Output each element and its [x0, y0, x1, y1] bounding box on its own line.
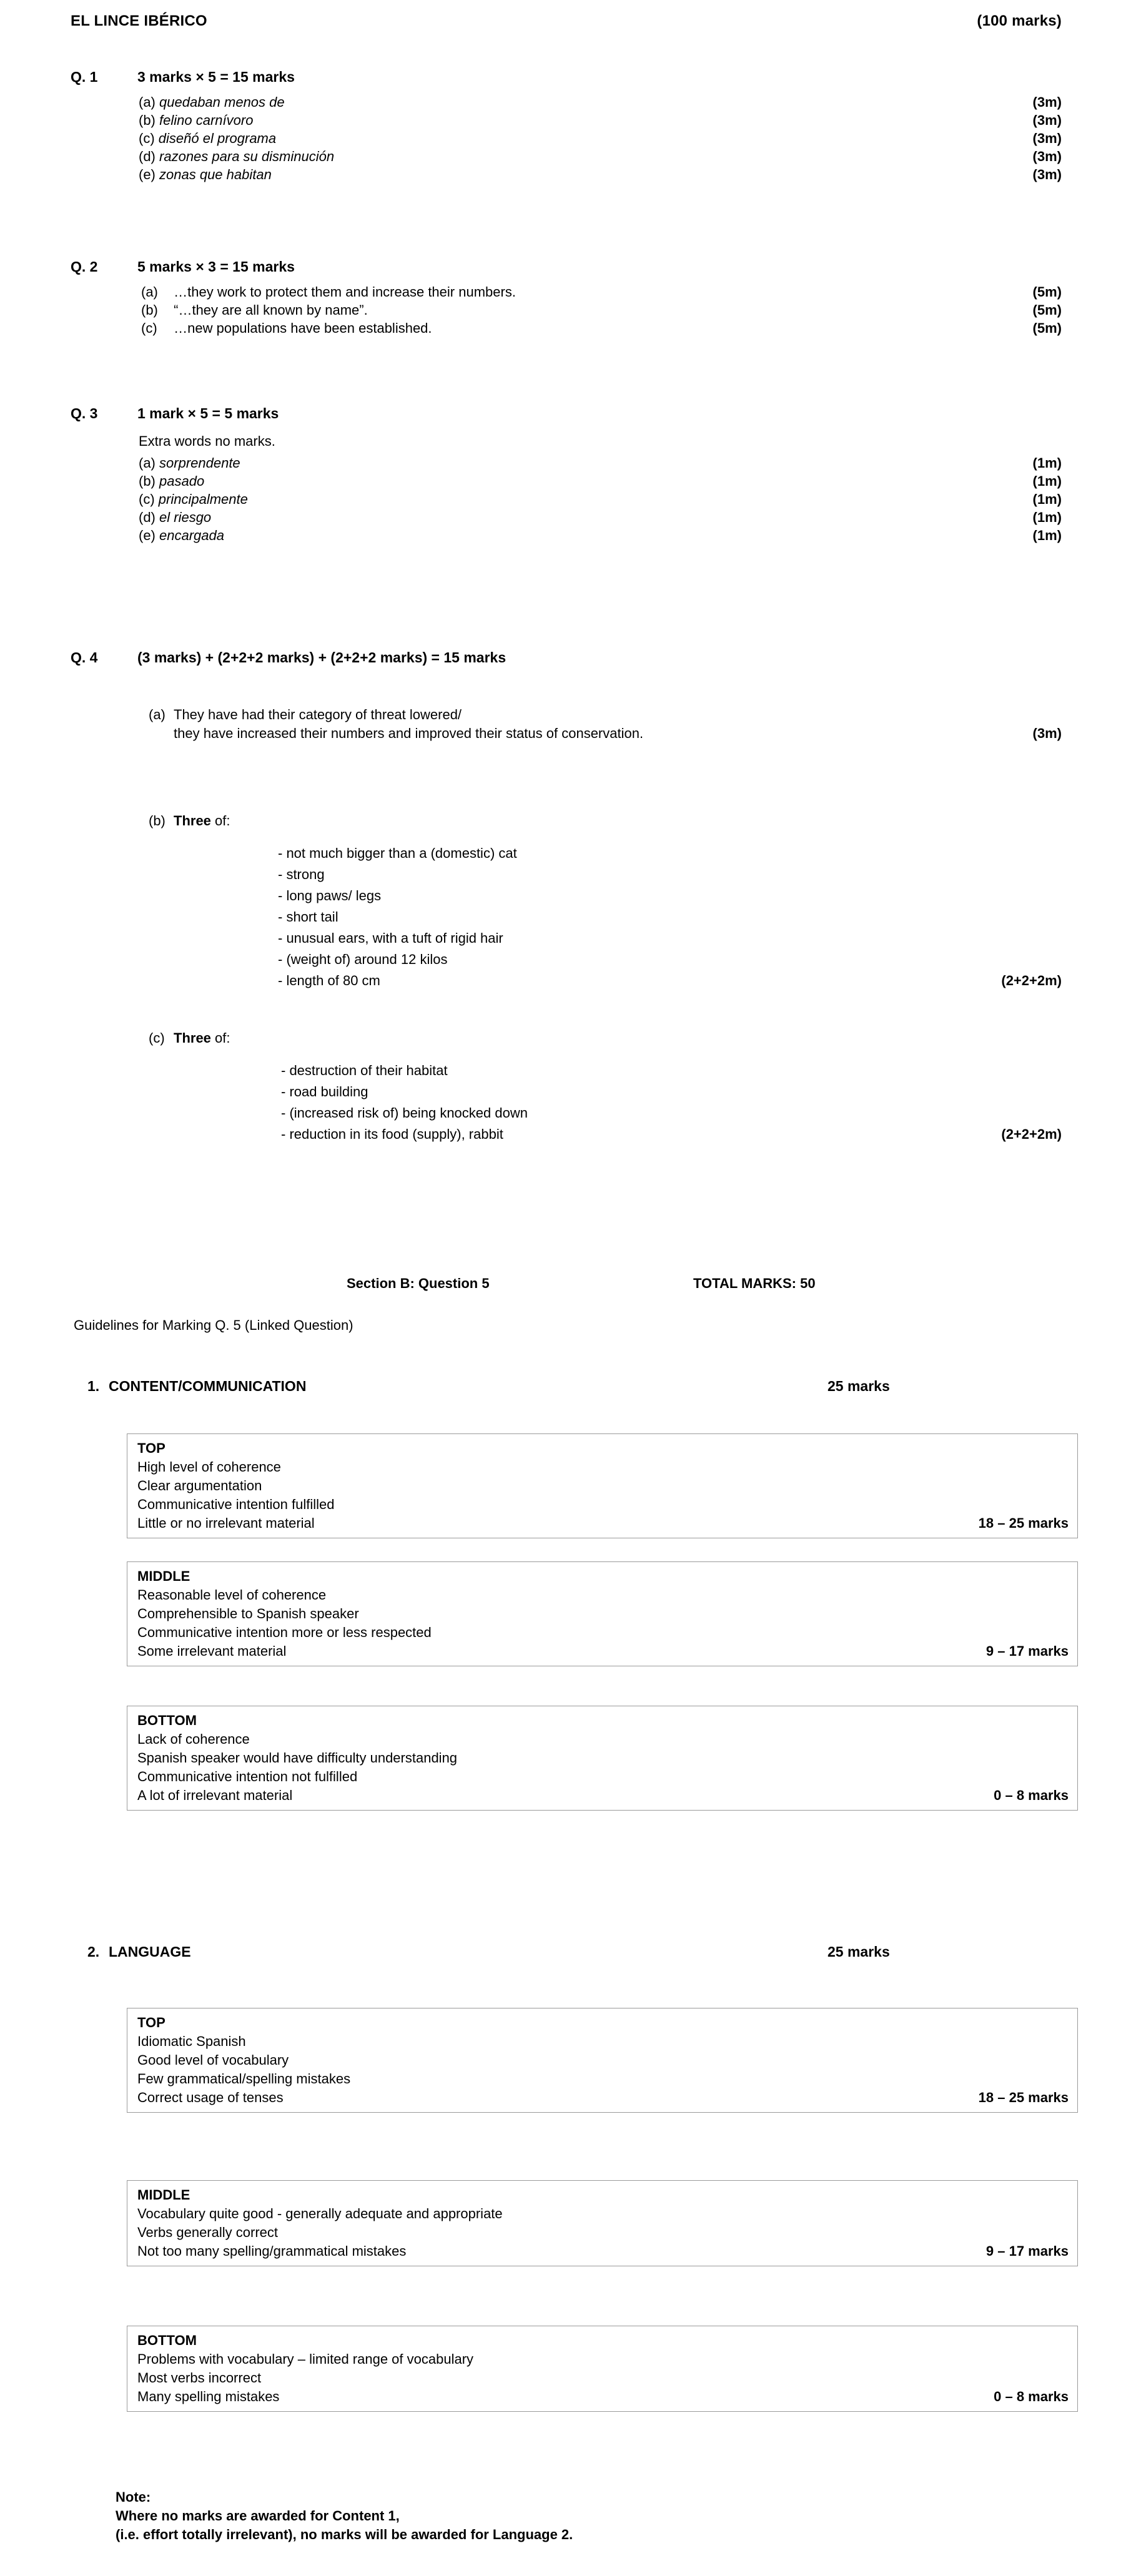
band-line: Communicative intention more or less respected [137, 1625, 432, 1640]
band-title: TOP [137, 2015, 165, 2030]
q4-part-b [0, 812, 1136, 991]
band-line: Few grammatical/spelling mistakes [137, 2071, 351, 2087]
band-line: Lack of coherence [137, 1731, 250, 1747]
q4-part-c [0, 1029, 1136, 1145]
band-line [137, 1642, 1069, 1661]
band-line [137, 2088, 1069, 2107]
item-text: …new populations have been established. [174, 320, 432, 336]
grade-band-box [127, 1561, 1078, 1666]
item-text: diseñó el programa [158, 130, 277, 146]
band-line [137, 1514, 1069, 1533]
criterion-number: 2. [87, 1944, 100, 1960]
item-tag: (b) [139, 473, 156, 489]
band-line [137, 2242, 1069, 2261]
bullet-text: - reduction in its food (supply), rabbit [281, 1126, 503, 1142]
note-heading: Note: [116, 2489, 151, 2505]
question-block-q1 [0, 69, 1136, 184]
item-text: pasado [159, 473, 205, 489]
item-tag: (c) [141, 320, 157, 336]
question-heading-q1 [0, 69, 1136, 86]
criterion-label: CONTENT/COMMUNICATION [109, 1378, 307, 1394]
lead-rest: of: [210, 1030, 230, 1046]
grade-band-box [127, 2180, 1078, 2266]
band-line: Verbs generally correct [137, 2225, 278, 2240]
bullet-item: - long paws/ legs [278, 888, 382, 903]
item-tag: (a) [149, 707, 165, 722]
answer-item [0, 147, 1136, 165]
lead-rest: of: [210, 813, 230, 828]
item-marks: (1m) [1032, 491, 1062, 507]
question-label: Q. 1 [71, 69, 98, 85]
grade-band-box [127, 1433, 1078, 1538]
band-line [137, 2387, 1069, 2406]
grade-band-box [127, 2326, 1078, 2412]
band-range: 18 – 25 marks [978, 1515, 1069, 1531]
band-line [137, 1786, 1069, 1805]
item-text: they have increased their numbers and improved their status of conservation. [174, 725, 644, 741]
bullet-item [0, 1124, 1136, 1145]
item-marks: (1m) [1032, 473, 1062, 489]
item-text: “…they are all known by name”. [174, 302, 368, 318]
question-title: 3 marks × 5 = 15 marks [137, 69, 295, 85]
item-tag: (b) [139, 112, 156, 128]
item-marks: (3m) [1032, 725, 1062, 741]
grade-band-box [127, 1706, 1078, 1811]
lead-bold: Three [174, 813, 211, 828]
bullet-item: - (increased risk of) being knocked down [281, 1105, 528, 1121]
question-block-q4 [0, 649, 1136, 666]
band-line: Idiomatic Spanish [137, 2033, 246, 2049]
item-text: razones para su disminución [159, 149, 335, 164]
question-label: Q. 2 [71, 258, 98, 275]
band-title: BOTTOM [137, 2333, 197, 2348]
answer-item [0, 526, 1136, 544]
bullet-text: - length of 80 cm [278, 973, 380, 988]
band-range: 18 – 25 marks [978, 2090, 1069, 2105]
answer-item [0, 454, 1136, 472]
section-b-title: Section B: Question 5 [347, 1276, 490, 1291]
item-tag: (c) [139, 491, 155, 507]
band-line: Most verbs incorrect [137, 2370, 262, 2386]
bullet-item: - destruction of their habitat [281, 1063, 448, 1078]
item-marks: (1m) [1032, 509, 1062, 525]
item-text: zonas que habitan [159, 167, 272, 182]
item-tag: (a) [139, 455, 156, 471]
item-text: …they work to protect them and increase their numbers. [174, 284, 516, 300]
band-range: 0 – 8 marks [994, 2389, 1069, 2404]
item-text: quedaban menos de [159, 94, 285, 110]
bullet-item: - unusual ears, with a tuft of rigid hair [278, 930, 503, 946]
question-title: 5 marks × 3 = 15 marks [137, 258, 295, 275]
band-line: Problems with vocabulary – limited range of vocabulary [137, 2351, 474, 2367]
item-tag: (b) [141, 302, 158, 318]
item-text: felino carnívoro [159, 112, 254, 128]
answer-item [0, 472, 1136, 490]
item-tag: (d) [139, 149, 156, 164]
item-marks: (3m) [1032, 112, 1062, 128]
criterion-heading-language [87, 1944, 1062, 1960]
item-tag: (a) [139, 94, 156, 110]
band-range: 9 – 17 marks [985, 1643, 1069, 1659]
q4c-lead [0, 1029, 1136, 1048]
item-tag: (a) [141, 284, 158, 300]
bullet-item: - strong [278, 867, 325, 882]
bullet-item [0, 970, 1136, 991]
answer-item [0, 129, 1136, 147]
q4b-lead [0, 812, 1136, 830]
item-marks: (3m) [1032, 94, 1062, 110]
band-title: TOP [137, 1440, 165, 1456]
document-header [71, 12, 1062, 30]
band-title: MIDDLE [137, 1568, 190, 1584]
answer-item [0, 165, 1136, 184]
band-line-text: Not too many spelling/grammatical mistakes [137, 2243, 407, 2259]
band-line-text: Little or no irrelevant material [137, 1515, 315, 1531]
note-line-1: Where no marks are awarded for Content 1, [116, 2508, 400, 2524]
page-title: EL LINCE IBÉRICO [71, 12, 207, 29]
band-line: Reasonable level of coherence [137, 1587, 327, 1603]
total-marks: (100 marks) [977, 12, 1062, 29]
item-marks: (1m) [1032, 528, 1062, 543]
band-line-text: Some irrelevant material [137, 1643, 287, 1659]
question-heading-q3 [0, 405, 1136, 422]
question-block-q3 [0, 405, 1136, 544]
item-marks: (5m) [1032, 284, 1062, 300]
bullet-item: - not much bigger than a (domestic) cat [278, 845, 517, 861]
band-line: Spanish speaker would have difficulty understanding [137, 1750, 458, 1766]
question-title: (3 marks) + (2+2+2 marks) + (2+2+2 marks) = 15 marks [137, 649, 506, 666]
band-line: Clear argumentation [137, 1478, 262, 1493]
item-marks: (2+2+2m) [1001, 973, 1062, 988]
bullet-item: - (weight of) around 12 kilos [278, 951, 448, 967]
section-b-total-marks: TOTAL MARKS: 50 [693, 1276, 816, 1291]
band-line-text: Correct usage of tenses [137, 2090, 284, 2105]
note-line-2: (i.e. effort totally irrelevant), no marks will be awarded for Language 2. [116, 2527, 573, 2542]
item-text: They have had their category of threat lowered/ [174, 707, 462, 722]
question-note: Extra words no marks. [139, 433, 275, 449]
q4-part-a [0, 705, 1136, 743]
question-label: Q. 4 [71, 649, 98, 666]
criterion-marks: 25 marks [827, 1378, 890, 1394]
item-tag: (d) [139, 509, 156, 525]
band-line: Vocabulary quite good - generally adequate and appropriate [137, 2206, 503, 2221]
answer-item [0, 111, 1136, 129]
question-heading-q2 [0, 258, 1136, 275]
band-range: 9 – 17 marks [985, 2243, 1069, 2259]
criterion-label: LANGUAGE [109, 1944, 191, 1960]
item-marks: (3m) [1032, 149, 1062, 164]
question-heading-q4 [0, 649, 1136, 666]
band-title: MIDDLE [137, 2187, 190, 2203]
q4a-line-2 [0, 724, 1136, 743]
question-block-q2 [0, 258, 1136, 337]
guidelines-text: Guidelines for Marking Q. 5 (Linked Question) [74, 1317, 353, 1333]
item-tag: (e) [139, 167, 156, 182]
q4a-line-1 [0, 705, 1136, 724]
item-marks: (5m) [1032, 302, 1062, 318]
criterion-marks: 25 marks [827, 1944, 890, 1960]
answer-item [0, 319, 1136, 337]
item-text: principalmente [158, 491, 248, 507]
item-text: encargada [159, 528, 224, 543]
band-line-text: Many spelling mistakes [137, 2389, 280, 2404]
band-range: 0 – 8 marks [994, 1787, 1069, 1803]
band-line: Communicative intention not fulfilled [137, 1769, 358, 1784]
criterion-number: 1. [87, 1378, 100, 1394]
band-line: Comprehensible to Spanish speaker [137, 1606, 359, 1621]
grade-band-box [127, 2008, 1078, 2113]
answer-item [0, 508, 1136, 526]
item-tag: (c) [149, 1030, 165, 1046]
band-line: High level of coherence [137, 1459, 281, 1475]
band-line: Communicative intention fulfilled [137, 1497, 335, 1512]
question-label: Q. 3 [71, 405, 98, 421]
item-marks: (3m) [1032, 167, 1062, 182]
lead-bold: Three [174, 1030, 211, 1046]
item-marks: (1m) [1032, 455, 1062, 471]
band-line-text: A lot of irrelevant material [137, 1787, 293, 1803]
item-tag: (e) [139, 528, 156, 543]
item-text: el riesgo [159, 509, 212, 525]
footer-note [116, 2488, 573, 2544]
answer-item [0, 283, 1136, 301]
item-tag: (b) [149, 813, 165, 828]
answer-item [0, 490, 1136, 508]
question-title: 1 mark × 5 = 5 marks [137, 405, 279, 421]
band-line: Good level of vocabulary [137, 2052, 289, 2068]
band-title: BOTTOM [137, 1713, 197, 1728]
answer-item [0, 301, 1136, 319]
item-text: sorprendente [159, 455, 240, 471]
answer-item [0, 93, 1136, 111]
item-tag: (c) [139, 130, 155, 146]
item-marks: (2+2+2m) [1001, 1126, 1062, 1142]
bullet-item: - road building [281, 1084, 368, 1099]
bullet-item: - short tail [278, 909, 338, 925]
item-marks: (3m) [1032, 130, 1062, 146]
criterion-heading-content [87, 1378, 1062, 1395]
item-marks: (5m) [1032, 320, 1062, 336]
